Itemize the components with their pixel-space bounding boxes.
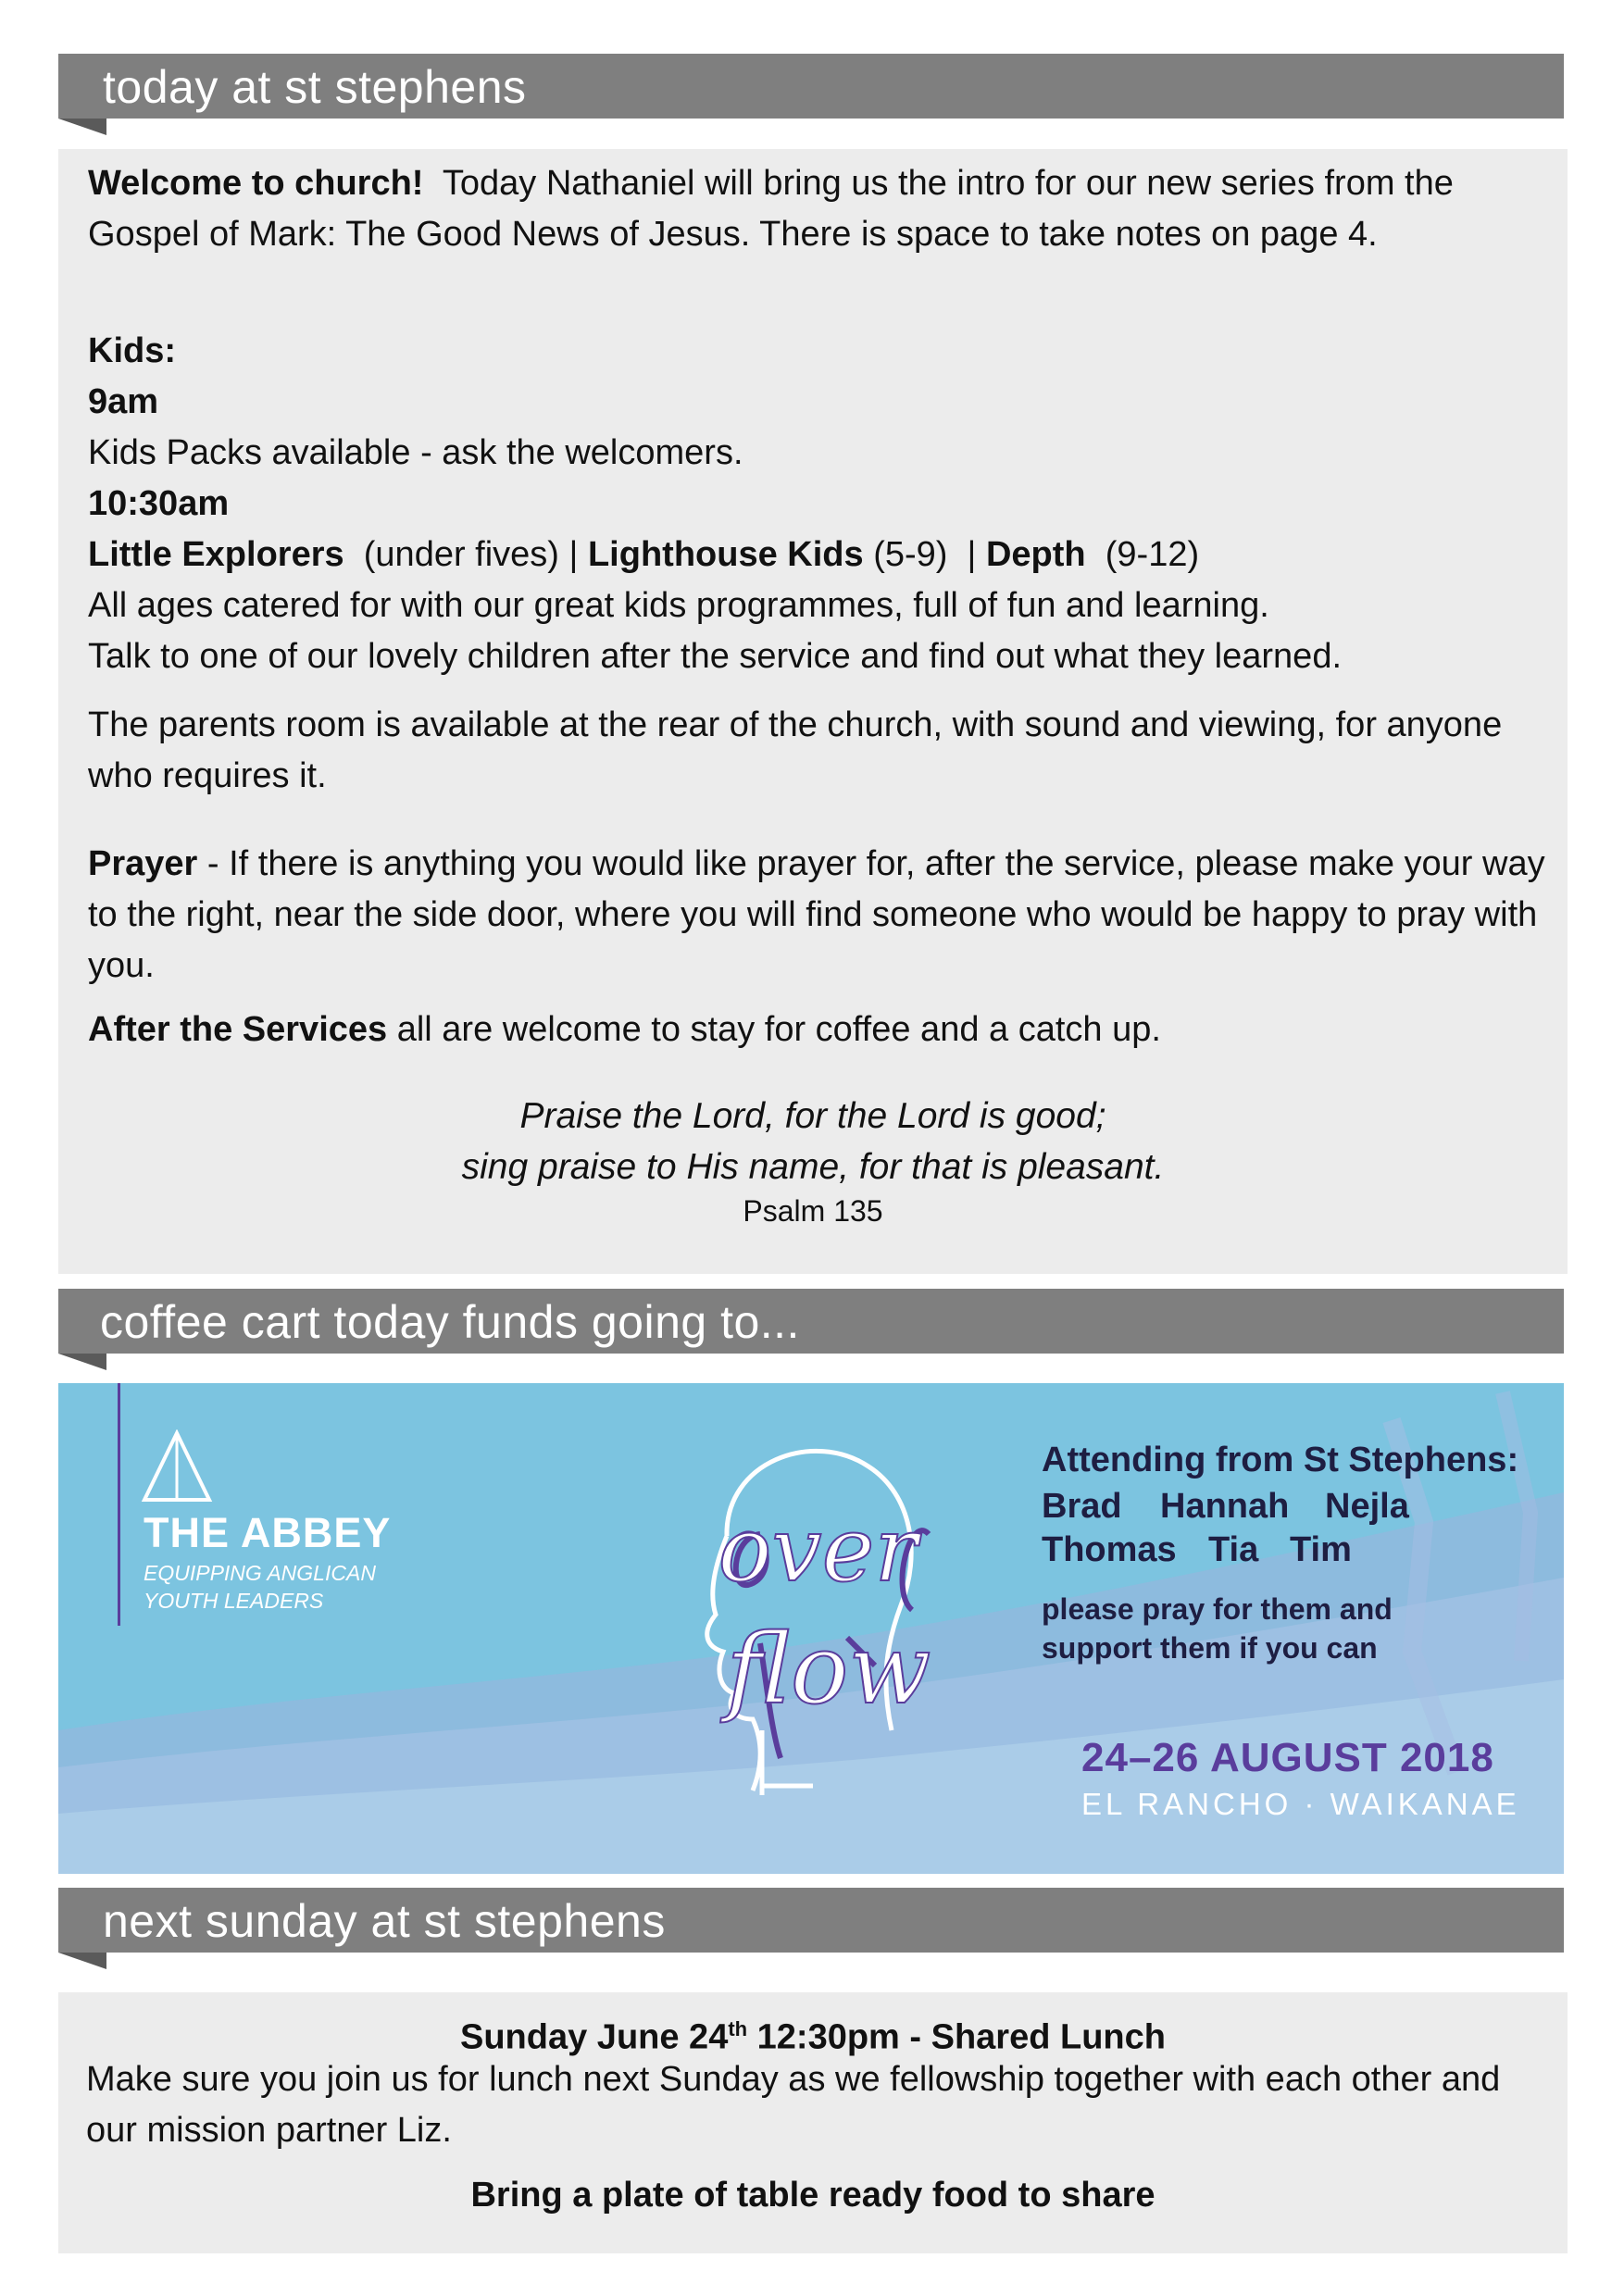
attendee: Tim	[1290, 1530, 1352, 1569]
kids-1030: 10:30am	[88, 484, 230, 523]
programs-line2: Talk to one of our lovely children after the service and find out what they learned.	[88, 637, 1343, 676]
program-name: Little Explorers	[88, 535, 344, 574]
logo-word-over: over	[718, 1498, 918, 1602]
coffee-banner	[58, 1289, 1564, 1354]
today-banner	[58, 54, 1564, 119]
attendee: Thomas	[1042, 1530, 1177, 1569]
program-ages: (9-12)	[1105, 535, 1200, 574]
welcome-text: Today Nathaniel will bring us the intro for our new series from the Gospel of Mark: The Good News of Jesus. There is space to take notes on page 4.	[88, 164, 1454, 254]
quote-citation: Psalm 135	[743, 1194, 883, 1228]
abbey-triangle-icon	[140, 1429, 214, 1504]
prayer-paragraph	[88, 839, 1555, 992]
prayer-heading: Prayer	[88, 844, 198, 883]
overflow-ad	[58, 1383, 1564, 1874]
banner-fold	[58, 1354, 106, 1370]
program-ages: (5-9)	[873, 535, 948, 574]
quote-line1: Praise the Lord, for the Lord is good;	[519, 1096, 1106, 1136]
program-name: Depth	[985, 535, 1086, 574]
kids-9am: 9am	[88, 382, 159, 421]
pray-request-2: support them if you can	[1042, 1631, 1378, 1665]
attendee: Brad	[1042, 1487, 1122, 1526]
attendee-list	[1042, 1485, 1409, 1572]
next-sunday-title: next sunday at st stephens	[103, 1895, 666, 1947]
attendee-row	[1042, 1485, 1409, 1529]
today-panel	[58, 149, 1568, 1274]
next-sunday-banner	[58, 1888, 1564, 1953]
program-ages: (under fives)	[363, 535, 559, 574]
abbey-tagline-1: EQUIPPING ANGLICAN	[144, 1561, 376, 1585]
welcome-paragraph	[88, 158, 1555, 260]
coffee-title: coffee cart today funds going to...	[100, 1296, 800, 1348]
program-name: Lighthouse Kids	[587, 535, 864, 574]
logo-word-flow: flow	[726, 1613, 931, 1726]
after-heading: After the Services	[88, 1010, 388, 1049]
overflow-logo	[651, 1425, 956, 1814]
welcome-heading: Welcome to church!	[88, 164, 424, 203]
attendee: Nejla	[1325, 1487, 1409, 1526]
bring-plate-line: Bring a plate of table ready food to share	[470, 2176, 1156, 2215]
abbey-tagline-2: YOUTH LEADERS	[144, 1589, 324, 1613]
kids-programs	[88, 530, 1555, 580]
next-sunday-panel	[58, 1992, 1568, 2253]
prayer-text: - If there is anything you would like prayer for, after the service, please make your way to the right, near the side door, where you will find someone who would be happy to pray with you.	[88, 844, 1545, 985]
attending-heading: Attending from St Stephens:	[1042, 1441, 1519, 1479]
lunch-body: Make sure you join us for lunch next Sunday as we fellowship together with each other and our mission partner Liz.	[86, 2060, 1501, 2150]
divider: |	[967, 535, 977, 574]
event-location: EL RANCHO · WAIKANAE	[1081, 1787, 1520, 1821]
attendee: Tia	[1208, 1530, 1259, 1569]
after-services-paragraph	[88, 1004, 1555, 1055]
event-dates: 24–26 AUGUST 2018	[1081, 1735, 1494, 1780]
banner-fold	[58, 1953, 106, 1969]
attendee-row	[1042, 1529, 1409, 1572]
pray-request-1: please pray for them and	[1042, 1592, 1393, 1626]
abbey-divider	[118, 1383, 120, 1626]
kids-block	[88, 326, 1555, 682]
divider: |	[568, 535, 579, 574]
after-text: all are welcome to stay for coffee and a catch up.	[396, 1010, 1161, 1049]
parents-room-text: The parents room is available at the rear of the church, with sound and viewing, for anyone who requires it.	[88, 705, 1503, 795]
event-time-part: 12:30pm - Shared Lunch	[747, 2017, 1166, 2057]
date-suffix: th	[728, 2017, 748, 2040]
attendee: Hannah	[1160, 1487, 1290, 1526]
kids-9am-text: Kids Packs available - ask the welcomers.	[88, 433, 743, 472]
kids-heading: Kids:	[88, 331, 176, 370]
programs-line1: All ages catered for with our great kids programmes, full of fun and learning.	[88, 586, 1269, 625]
today-title: today at st stephens	[103, 61, 527, 113]
psalm-quote	[58, 1091, 1568, 1229]
banner-fold	[58, 119, 106, 135]
event-date-part: Sunday June 24	[460, 2017, 729, 2057]
abbey-name: THE ABBEY	[144, 1509, 392, 1556]
quote-line2: sing praise to His name, for that is pleasant.	[461, 1147, 1165, 1187]
